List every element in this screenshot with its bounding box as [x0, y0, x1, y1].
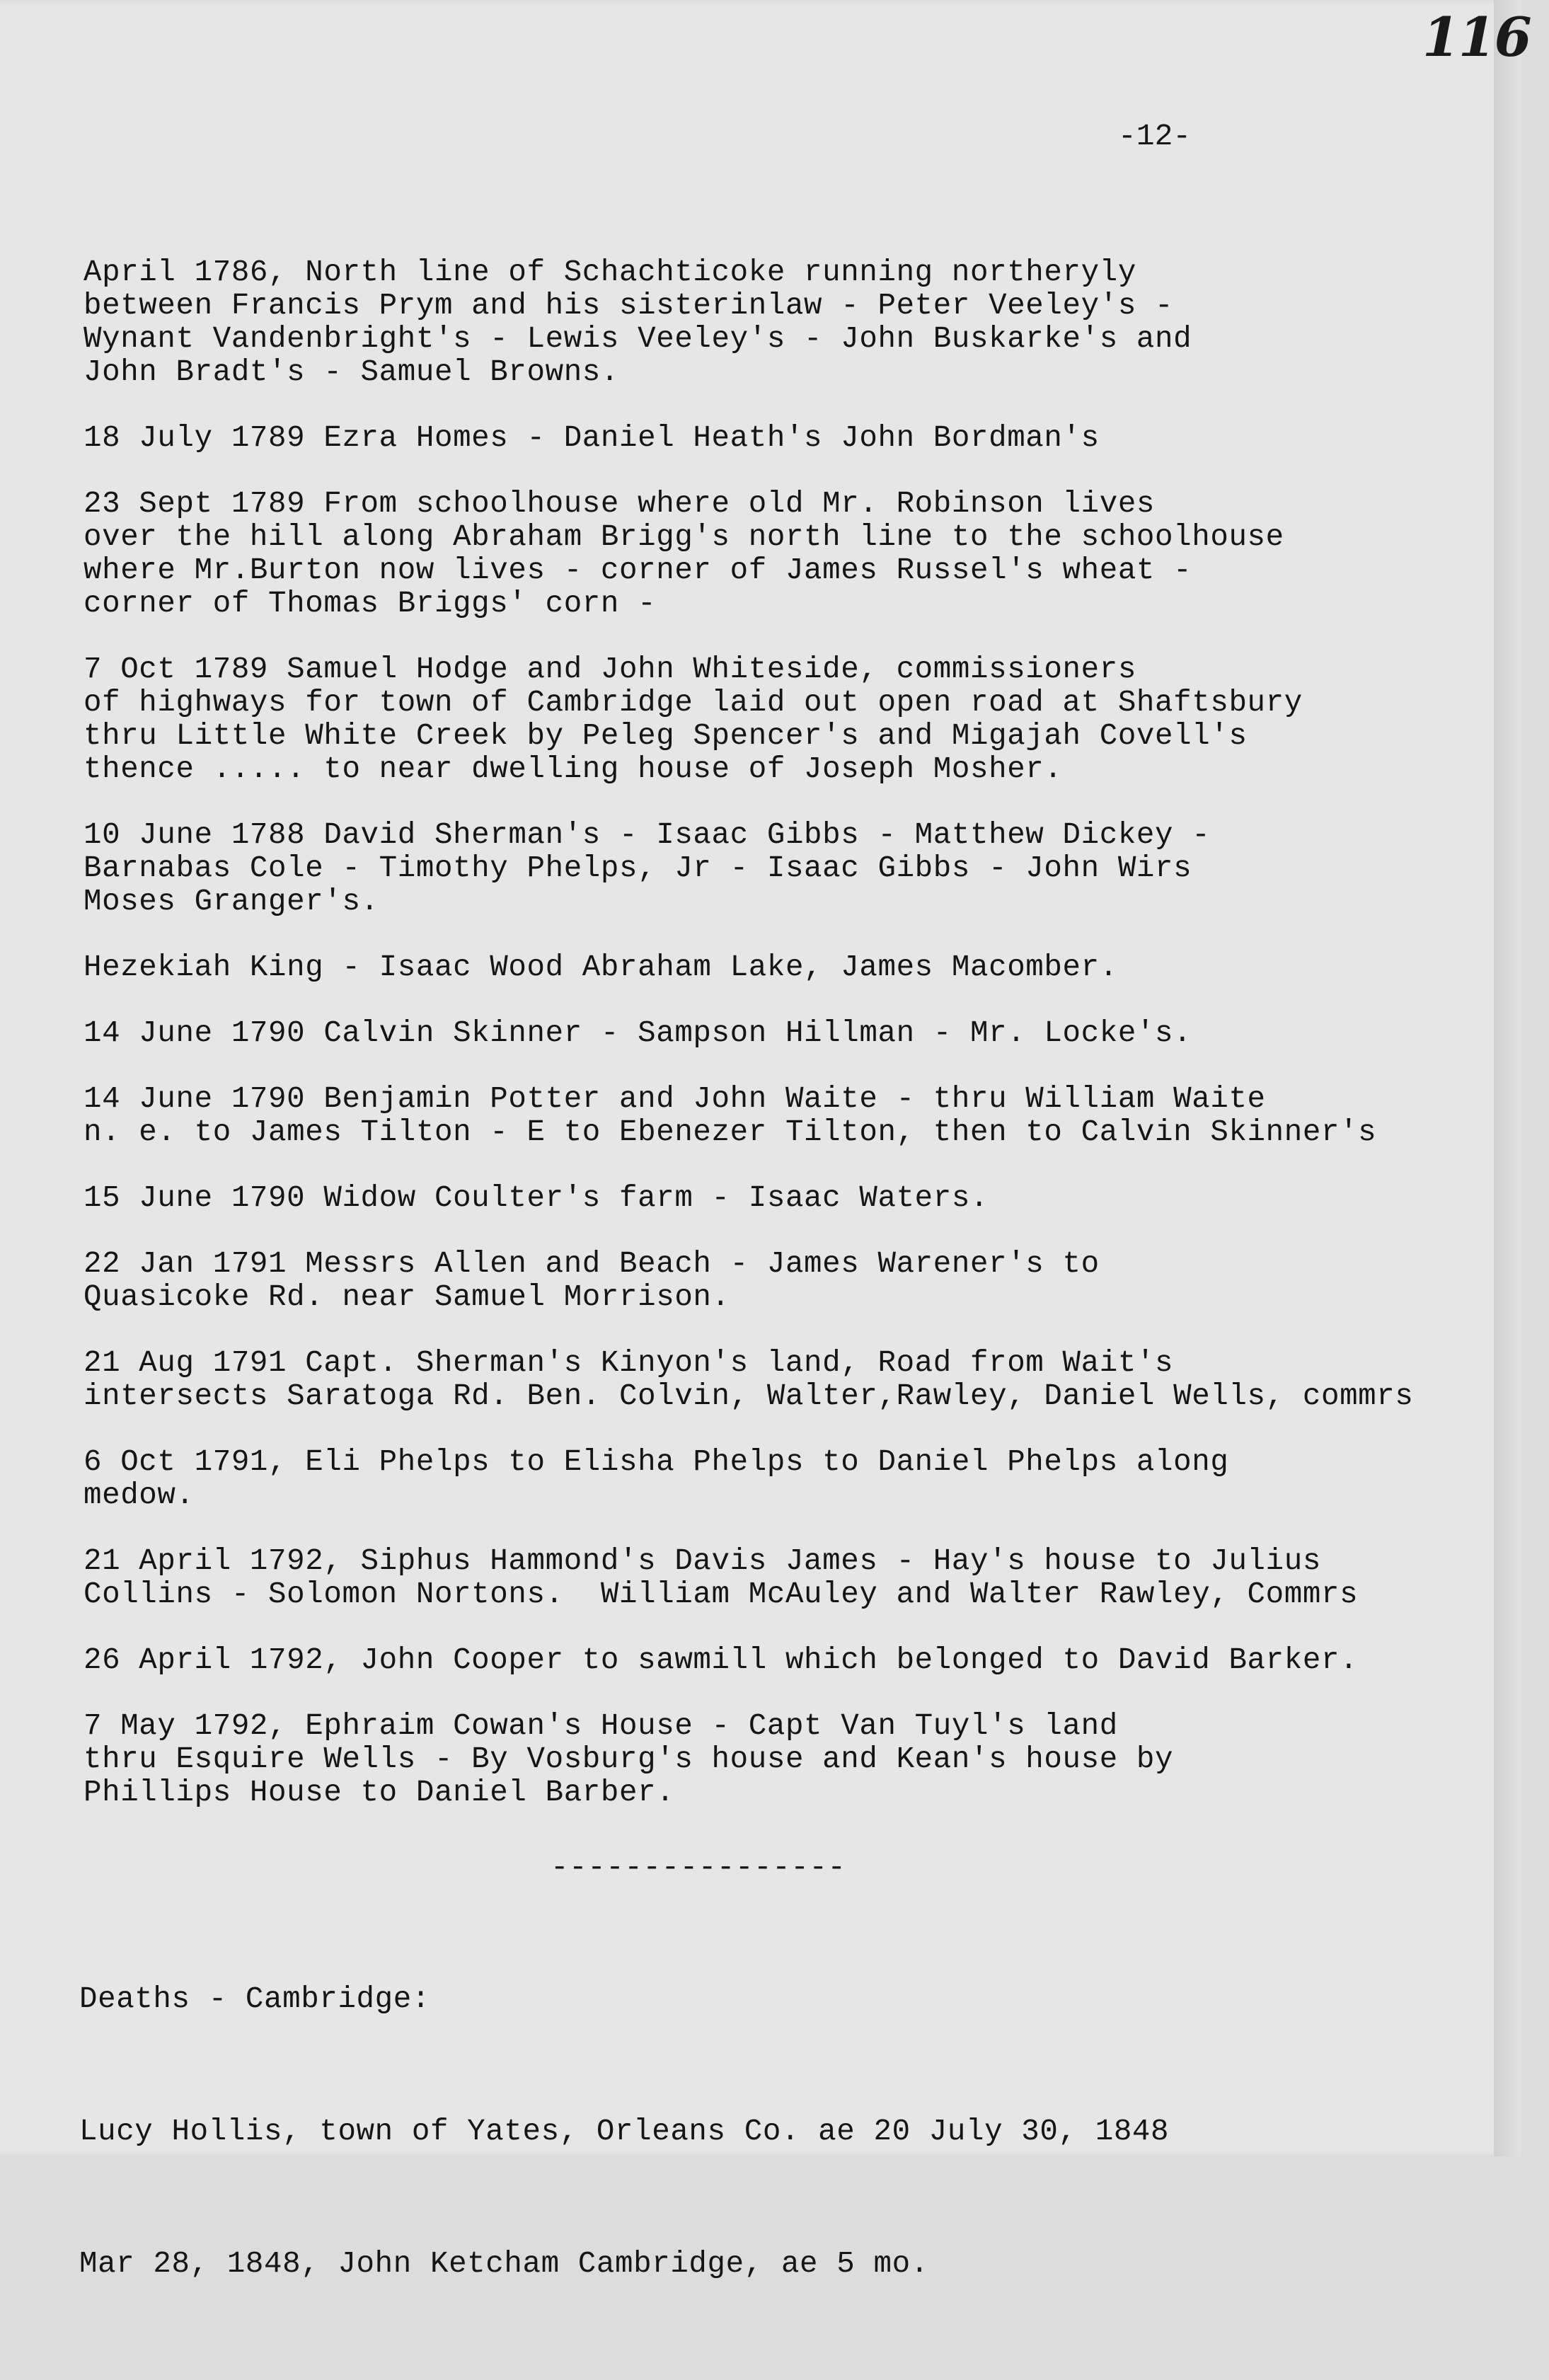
road-record-entry	[84, 1182, 1541, 1215]
road-record-entry	[84, 1644, 1541, 1677]
road-record-entry	[84, 488, 1541, 621]
road-record-entry	[84, 1248, 1541, 1314]
entry-line: where Mr.Burton now lives - corner of James Russel's wheat -	[84, 553, 1192, 587]
entry-line: 7 May 1792, Ephraim Cowan's House - Capt Van Tuyl's land	[84, 1709, 1118, 1743]
road-record-entry	[84, 1017, 1541, 1050]
deaths-section	[79, 1916, 1169, 2380]
road-record-entry	[84, 653, 1541, 786]
death-record: Lucy Hollis, town of Yates, Orleans Co. ae 20 July 30, 1848	[79, 2115, 1170, 2149]
entry-line: 10 June 1788 David Sherman's - Isaac Gibbs - Matthew Dickey -	[84, 818, 1211, 852]
entry-line: corner of Thomas Briggs' corn -	[84, 587, 657, 621]
road-record-entry	[84, 256, 1541, 389]
entry-line: 21 Aug 1791 Capt. Sherman's Kinyon's land, Road from Wait's	[84, 1346, 1174, 1380]
entry-line: thence ..... to near dwelling house of Joseph Mosher.	[84, 752, 1063, 786]
entry-line: Collins - Solomon Nortons. William McAuley and Walter Rawley, Commrs	[84, 1577, 1359, 1611]
entry-line: 18 July 1789 Ezra Homes - Daniel Heath's John Bordman's	[84, 421, 1100, 455]
entry-line: 22 Jan 1791 Messrs Allen and Beach - James Warener's to	[84, 1247, 1100, 1281]
entry-line: Barnabas Cole - Timothy Phelps, Jr - Isaac Gibbs - John Wirs	[84, 851, 1192, 885]
entry-line: Quasicoke Rd. near Samuel Morrison.	[84, 1280, 730, 1314]
death-record: Mar 28, 1848, John Ketcham Cambridge, ae 5 mo.	[79, 2247, 929, 2281]
road-record-entry	[84, 819, 1541, 919]
entry-line: over the hill along Abraham Brigg's north line to the schoolhouse	[84, 520, 1284, 554]
entry-line: 15 June 1790 Widow Coulter's farm - Isaac Waters.	[84, 1181, 989, 1215]
entry-line: of highways for town of Cambridge laid out open road at Shaftsbury	[84, 686, 1303, 720]
road-record-entry	[84, 422, 1541, 455]
entry-line: between Francis Prym and his sisterinlaw - Peter Veeley's -	[84, 289, 1174, 323]
deaths-heading: Deaths - Cambridge:	[79, 1982, 430, 2016]
road-record-entry	[84, 1446, 1541, 1512]
entry-line: Wynant Vandenbright's - Lewis Veeley's - John Buskarke's and	[84, 322, 1192, 356]
entry-line: n. e. to James Tilton - E to Ebenezer Tilton, then to Calvin Skinner's	[84, 1115, 1377, 1149]
page-number: -12-	[1118, 119, 1192, 154]
road-record-entry	[84, 951, 1541, 984]
entry-line: thru Little White Creek by Peleg Spencer's and Migajah Covell's	[84, 719, 1248, 753]
separator-rule: ----------------	[551, 1851, 846, 1885]
entry-line: 7 Oct 1789 Samuel Hodge and John Whiteside, commissioners	[84, 653, 1136, 686]
road-record-entry	[84, 1347, 1541, 1413]
entry-line: 6 Oct 1791, Eli Phelps to Elisha Phelps to Daniel Phelps along	[84, 1445, 1229, 1479]
entries-block	[84, 256, 1541, 1842]
entry-line: 23 Sept 1789 From schoolhouse where old Mr. Robinson lives	[84, 487, 1156, 521]
entry-line: 21 April 1792, Siphus Hammond's Davis James - Hay's house to Julius	[84, 1544, 1321, 1578]
entry-line: intersects Saratoga Rd. Ben. Colvin, Walter,Rawley, Daniel Wells, commrs	[84, 1379, 1414, 1413]
entry-line: medow.	[84, 1478, 195, 1512]
entry-line: thru Esquire Wells - By Vosburg's house and Kean's house by	[84, 1742, 1174, 1776]
entry-line: Phillips House to Daniel Barber.	[84, 1776, 675, 1810]
entry-line: John Bradt's - Samuel Browns.	[84, 355, 620, 389]
entry-line: 14 June 1790 Calvin Skinner - Sampson Hillman - Mr. Locke's.	[84, 1016, 1192, 1050]
entry-line: Hezekiah King - Isaac Wood Abraham Lake, James Macomber.	[84, 950, 1118, 984]
entry-line: Moses Granger's.	[84, 885, 379, 919]
entry-line: April 1786, North line of Schachticoke running northeryly	[84, 255, 1136, 289]
road-record-entry	[84, 1545, 1541, 1611]
folio-number: 116	[1422, 6, 1531, 69]
road-record-entry	[84, 1710, 1541, 1810]
entry-line: 26 April 1792, John Cooper to sawmill which belonged to David Barker.	[84, 1643, 1359, 1677]
road-record-entry	[84, 1083, 1541, 1149]
entry-line: 14 June 1790 Benjamin Potter and John Waite - thru William Waite	[84, 1082, 1266, 1116]
